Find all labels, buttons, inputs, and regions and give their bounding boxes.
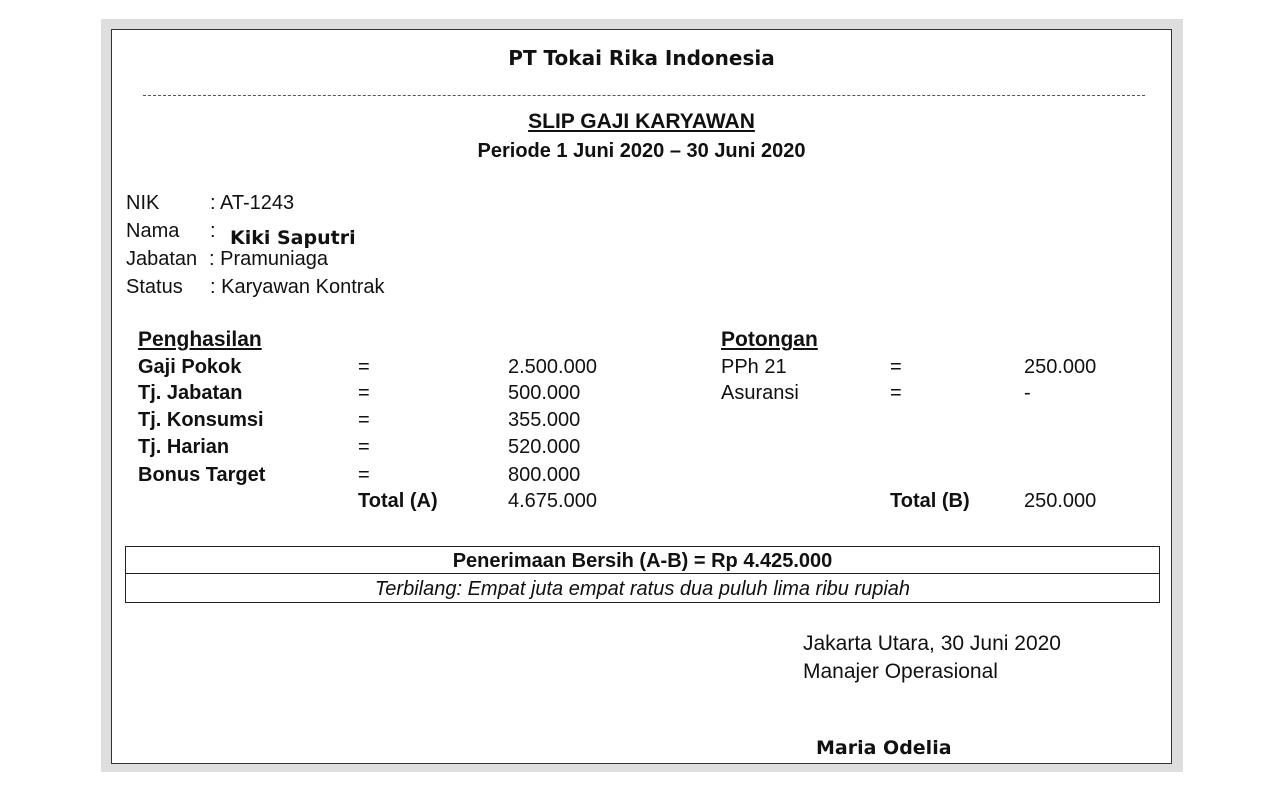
income-total-label: Total (A)	[358, 490, 438, 512]
income-item-value: 355.000	[508, 409, 581, 431]
nik-label: NIK	[126, 192, 160, 214]
signer-name: Maria Odelia	[816, 737, 952, 759]
deduction-item-value: 250.000	[1024, 356, 1097, 378]
income-item-value: 800.000	[508, 464, 581, 486]
income-item-value: 500.000	[508, 382, 581, 404]
net-pay-in-words: Terbilang: Empat juta empat ratus dua puluh lima ribu rupiah	[374, 578, 911, 600]
deductions-total-value: 250.000	[1024, 490, 1097, 512]
income-item-label: Gaji Pokok	[138, 356, 242, 378]
slip-period: Periode 1 Juni 2020 – 30 Juni 2020	[477, 140, 806, 162]
jabatan-value: : Pramuniaga	[209, 248, 328, 270]
deduction-item-equals: =	[890, 382, 902, 404]
income-item-equals: =	[358, 356, 370, 378]
deduction-item-label: PPh 21	[721, 356, 787, 378]
nama-separator: :	[210, 220, 216, 242]
income-item-label: Tj. Jabatan	[138, 382, 243, 404]
deduction-item-label: Asuransi	[721, 382, 799, 404]
deductions-total-label: Total (B)	[890, 490, 970, 512]
income-item-equals: =	[358, 382, 370, 404]
income-item-value: 520.000	[508, 436, 581, 458]
company-name: PT Tokai Rika Indonesia	[508, 46, 775, 70]
income-item-equals: =	[358, 409, 370, 431]
status-value: : Karyawan Kontrak	[210, 276, 385, 298]
deduction-item-equals: =	[890, 356, 902, 378]
income-item-label: Bonus Target	[138, 464, 266, 486]
signer-position: Manajer Operasional	[803, 660, 998, 683]
income-item-label: Tj. Konsumsi	[138, 409, 264, 431]
income-item-value: 2.500.000	[508, 356, 597, 378]
nik-value: : AT-1243	[210, 192, 295, 214]
nama-value: Kiki Saputri	[230, 227, 356, 249]
deductions-heading: Potongan	[721, 328, 818, 351]
status-label: Status	[126, 276, 183, 298]
income-item-equals: =	[358, 436, 370, 458]
net-pay-divider	[126, 573, 1159, 574]
nama-label: Nama	[126, 220, 180, 242]
deduction-item-value: -	[1024, 382, 1031, 404]
place-date: Jakarta Utara, 30 Juni 2020	[803, 632, 1061, 655]
income-heading: Penghasilan	[138, 328, 262, 351]
slip-title: SLIP GAJI KARYAWAN	[528, 110, 755, 133]
jabatan-label: Jabatan	[126, 248, 198, 270]
income-item-label: Tj. Harian	[138, 436, 230, 458]
net-pay-amount: Penerimaan Bersih (A-B) = Rp 4.425.000	[452, 550, 833, 572]
dashed-separator	[143, 95, 1145, 96]
income-item-equals: =	[358, 464, 370, 486]
income-total-value: 4.675.000	[508, 490, 597, 512]
